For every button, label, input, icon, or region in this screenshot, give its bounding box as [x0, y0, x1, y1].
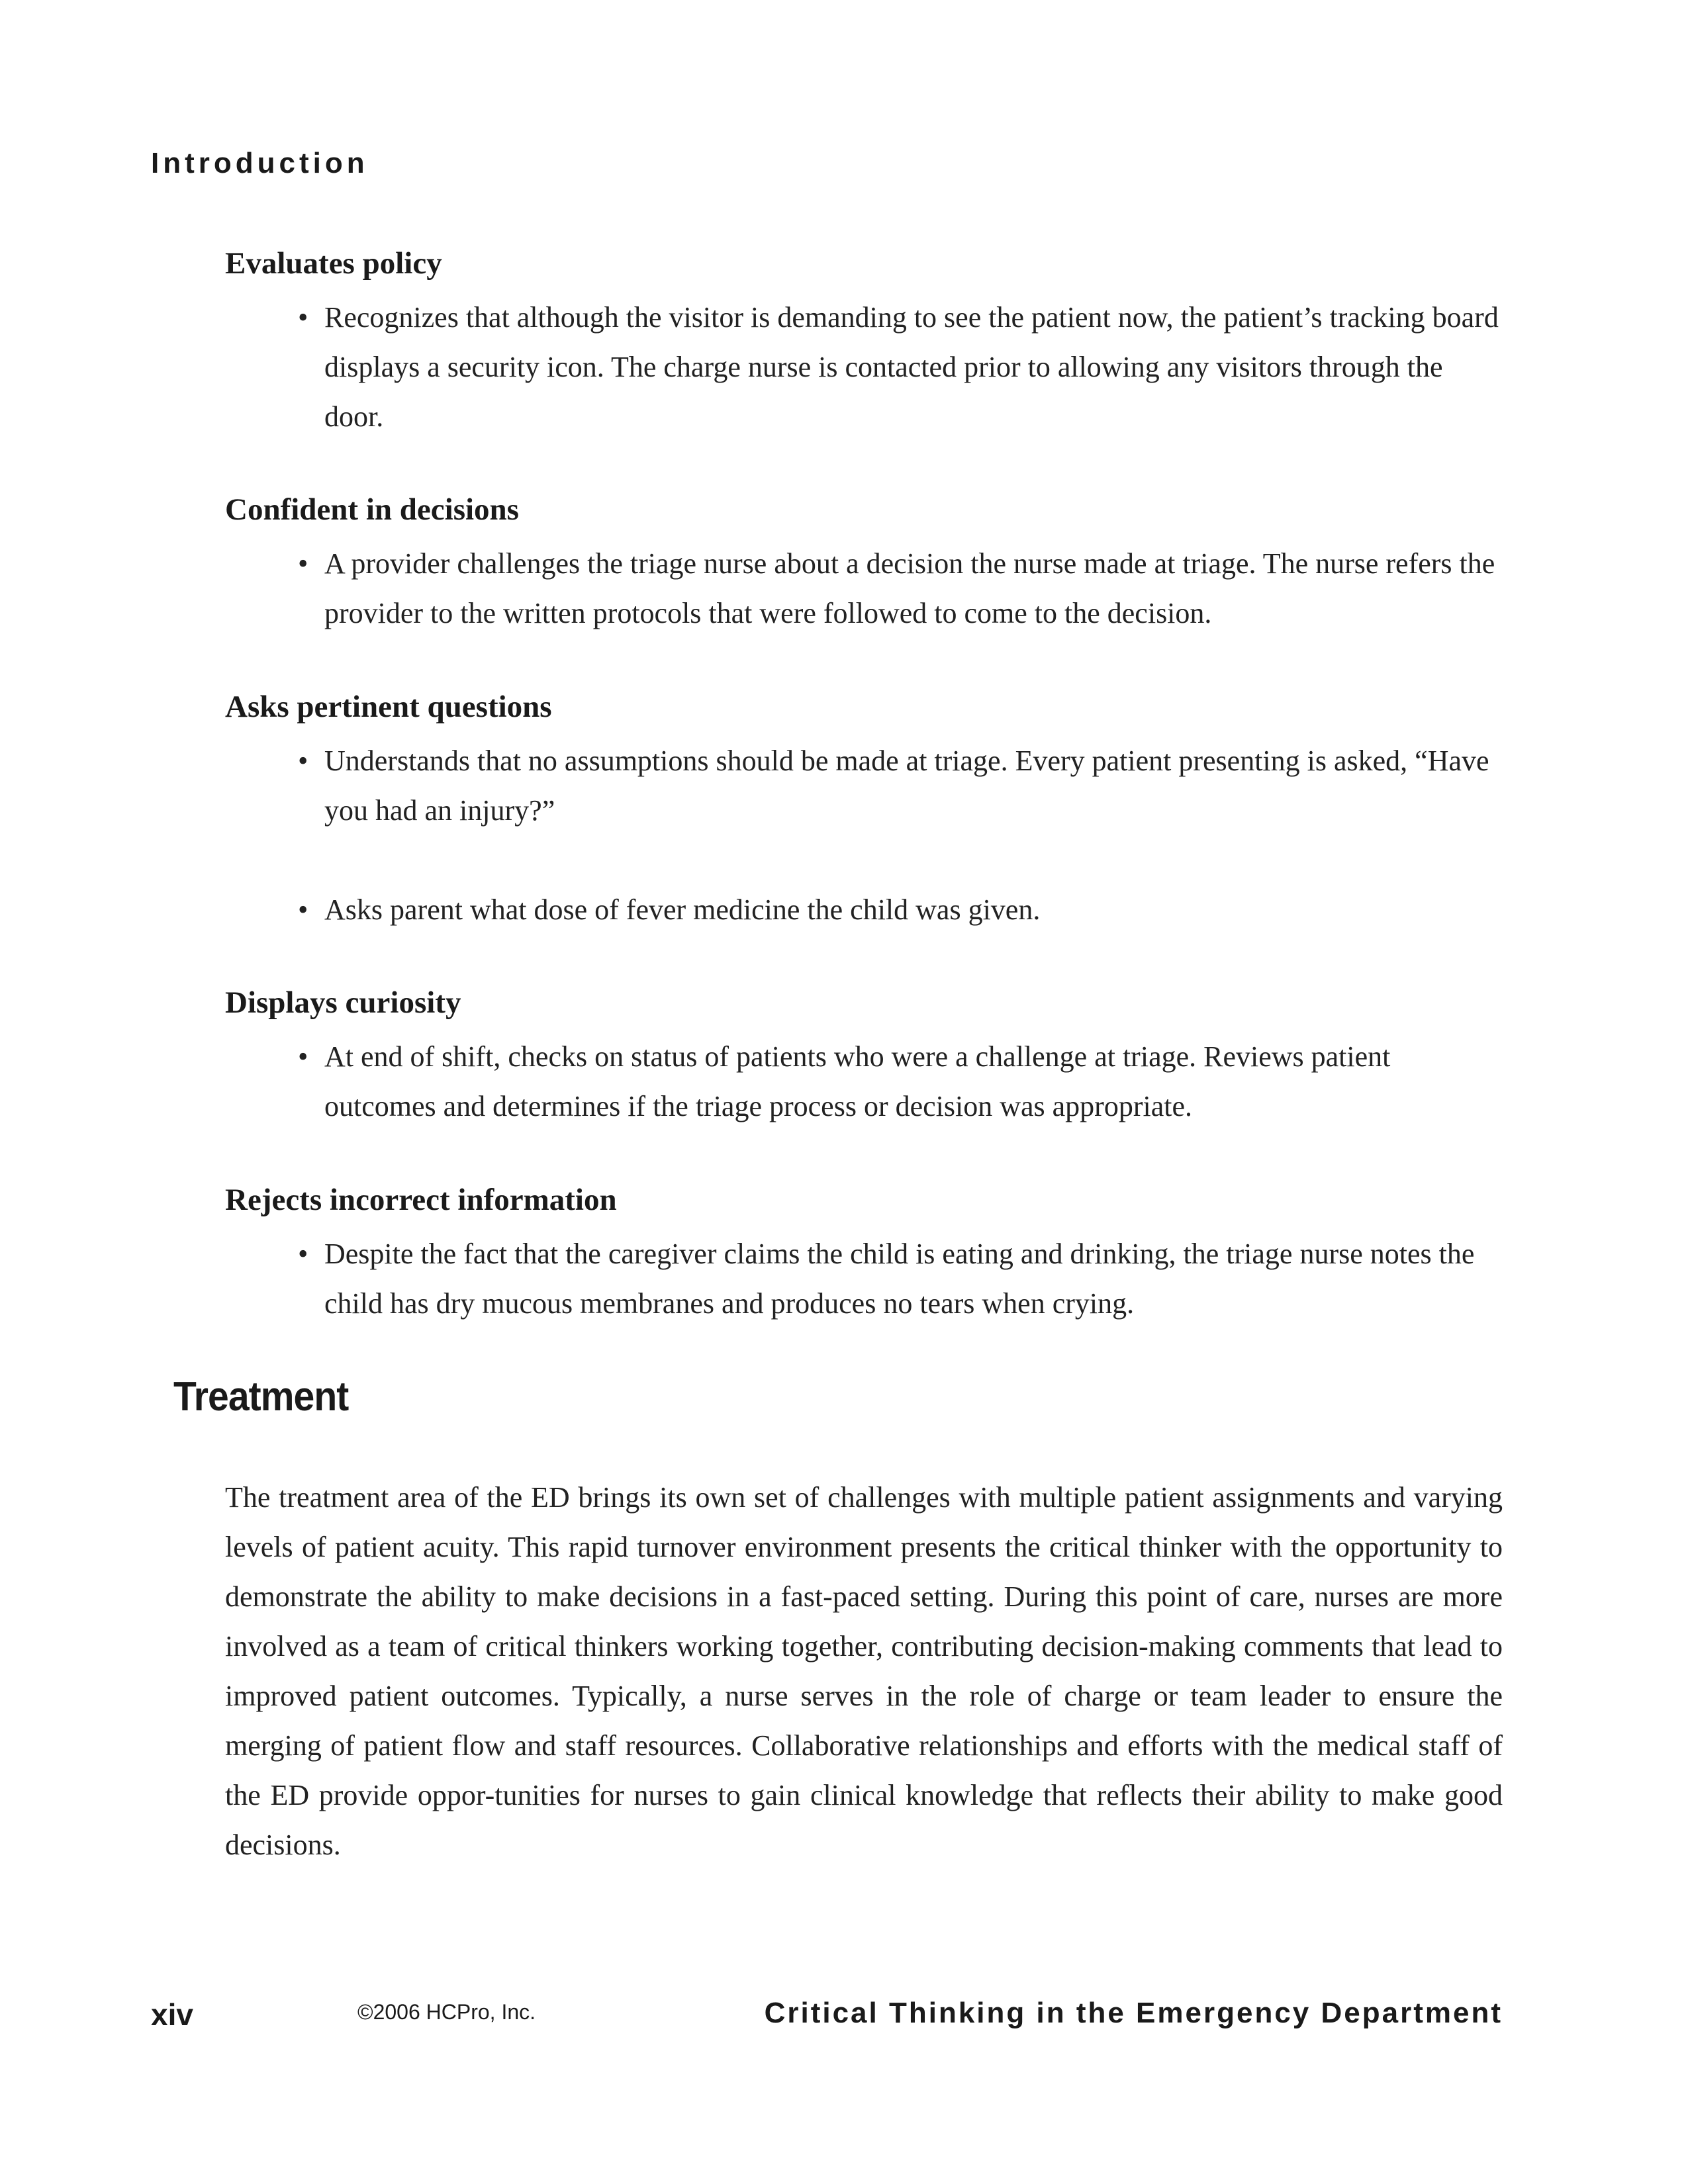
list-item	[225, 539, 1503, 638]
section-heading: Evaluates policy	[225, 246, 442, 281]
list-item-text: Asks parent what dose of fever medicine the child was given.	[324, 893, 1041, 926]
list-item-text: At end of shift, checks on status of patients who were a challenge at triage. Reviews patient outcomes and determines if the triage process or decision was appropriate.	[324, 1040, 1391, 1122]
section-heading: Asks pertinent questions	[225, 690, 552, 724]
bullet-icon: •	[298, 1238, 308, 1270]
list-item-text: A provider challenges the triage nurse about a decision the nurse made at triage. The nurse refers the provider to the written protocols that were followed to come to the decision.	[324, 547, 1495, 629]
list-item-text: Understands that no assumptions should be made at triage. Every patient presenting is asked, “Have you had an injury?”	[324, 745, 1489, 827]
treatment-heading: Treatment	[173, 1374, 349, 1420]
section-displays-curiosity	[225, 983, 1503, 1131]
copyright-notice: ©2006 HCPro, Inc.	[357, 2000, 536, 2024]
list-item-text: Recognizes that although the visitor is demanding to see the patient now, the patient’s tracking board displays a security icon. The charge nurse is contacted prior to allowing any visitors through the door.	[324, 301, 1499, 433]
section-asks-pertinent-questions	[225, 687, 1503, 934]
section-evaluates-policy	[225, 244, 1503, 441]
section-heading: Confident in decisions	[225, 492, 519, 527]
treatment-paragraph: The treatment area of the ED brings its own set of challenges with multiple patient assignments and varying levels of patient acuity. This rapid turnover environment presents the critical thinker with the opportunity to demonstrate the ability to make decisions in a fast-paced setting. During this point of care, nurses are more involved as a team of critical thinkers working together, contributing decision-making comments that lead to improved patient outcomes. Typically, a nurse serves in the role of charge or team leader to ensure the merging of patient flow and staff resources. Collaborative relationships and efforts with the medical staff of the ED provide oppor-tunities for nurses to gain clinical knowledge that reflects their ability to make good decisions.	[225, 1481, 1503, 1861]
list-item	[225, 293, 1503, 441]
section-heading: Rejects incorrect information	[225, 1183, 617, 1217]
list-item	[225, 885, 1503, 934]
bullet-icon: •	[298, 1040, 308, 1073]
bullet-icon: •	[298, 893, 308, 926]
list-item-text: Despite the fact that the caregiver claims the child is eating and drinking, the triage nurse notes the child has dry mucous membranes and produces no tears when crying.	[324, 1238, 1475, 1320]
list-item	[225, 736, 1503, 835]
bullet-icon: •	[298, 547, 308, 580]
section-rejects-incorrect-information	[225, 1180, 1503, 1328]
section-heading: Displays curiosity	[225, 985, 461, 1020]
book-title: Critical Thinking in the Emergency Department	[764, 1997, 1503, 2029]
bullet-icon: •	[298, 301, 308, 334]
bullet-icon: •	[298, 745, 308, 777]
running-head: Introduction	[151, 147, 369, 179]
page-number: xiv	[151, 1997, 193, 2032]
list-item	[225, 1229, 1503, 1328]
list-item	[225, 1032, 1503, 1131]
section-confident-in-decisions	[225, 490, 1503, 638]
